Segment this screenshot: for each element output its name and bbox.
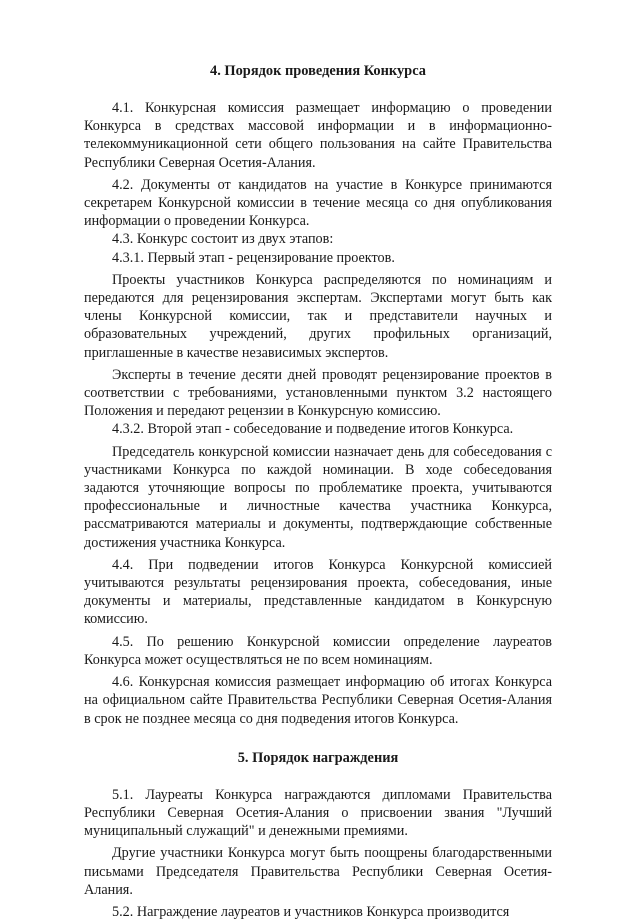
paragraph-4-5: 4.5. По решению Конкурсной комиссии определение лауреатов Конкурса может осуществляться не по всем номинациям.: [84, 633, 552, 668]
paragraph-4-3-1-text: Проекты участников Конкурса распределяются по номинациям и передаются для рецензирования экспертам. Экспертами могут быть как члены Конкурсной комиссии, так и представители научных и образовательных учреждений, других профильных организаций, приглашенные в качестве независимых экспертов.: [84, 271, 552, 361]
paragraph-4-3-1: 4.3.1. Первый этап - рецензирование проектов.: [112, 249, 395, 266]
section-5-title: 5. Порядок награждения: [237, 749, 399, 766]
paragraph-4-2: 4.2. Документы от кандидатов на участие в Конкурсе принимаются секретарем Конкурсной комиссии в течение месяца со дня опубликования информации о проведении Конкурса.: [84, 176, 552, 230]
paragraph-4-3-1-experts: Эксперты в течение десяти дней проводят рецензирование проектов в соответствии с требованиями, установленными пунктом 3.2 настоящего Положения и передают рецензии в Конкурсную комиссию.: [84, 366, 552, 420]
paragraph-4-3: 4.3. Конкурс состоит из двух этапов:: [112, 231, 334, 248]
paragraph-5-1-others: Другие участники Конкурса могут быть поощрены благодарственными письмами Председателя Правительства Республики Северная Осетия-Алания.: [84, 845, 552, 898]
paragraph-5-2: 5.2. Награждение лауреатов и участников Конкурса производится: [112, 903, 510, 920]
paragraph-4-3-2: 4.3.2. Второй этап - собеседование и подведение итогов Конкурса.: [112, 421, 514, 438]
paragraph-4-4: 4.4. При подведении итогов Конкурса Конкурсной комиссией учитываются результаты рецензирования проекта, собеседования, иные документы и материалы, представленные кандидатом в Конкурсную комиссию.: [84, 556, 552, 628]
document-body: [84, 62, 552, 921]
paragraph-4-6: 4.6. Конкурсная комиссия размещает информацию об итогах Конкурса на официальном сайте Правительства Республики Северная Осетия-Алания в срок не позднее месяца со дня подведения итогов Конкурса.: [84, 674, 552, 727]
paragraph-4-3-2-text: Председатель конкурсной комиссии назначает день для собеседования с участниками Конкурса по каждой номинации. В ходе собеседования задаются уточняющие вопросы по проблематике проекта, учитываются профессиональные и личностные качества участника Конкурса, рассматриваются материалы и документы, подтверждающие собственные достижения участника Конкурса.: [84, 443, 552, 551]
paragraph-4-1: 4.1. Конкурсная комиссия размещает информацию о проведении Конкурса в средствах массовой информации и в информационно-телекоммуникационной сети общего пользования на сайте Правительства Республики Северная Осетия-Алания.: [84, 100, 552, 171]
section-4-title: 4. Порядок проведения Конкурса: [210, 63, 426, 79]
paragraph-5-1: 5.1. Лауреаты Конкурса награждаются дипломами Правительства Республики Северная Осетия-Алания о присвоении звания "Лучший муниципальный служащий" и денежными премиями.: [84, 786, 552, 840]
